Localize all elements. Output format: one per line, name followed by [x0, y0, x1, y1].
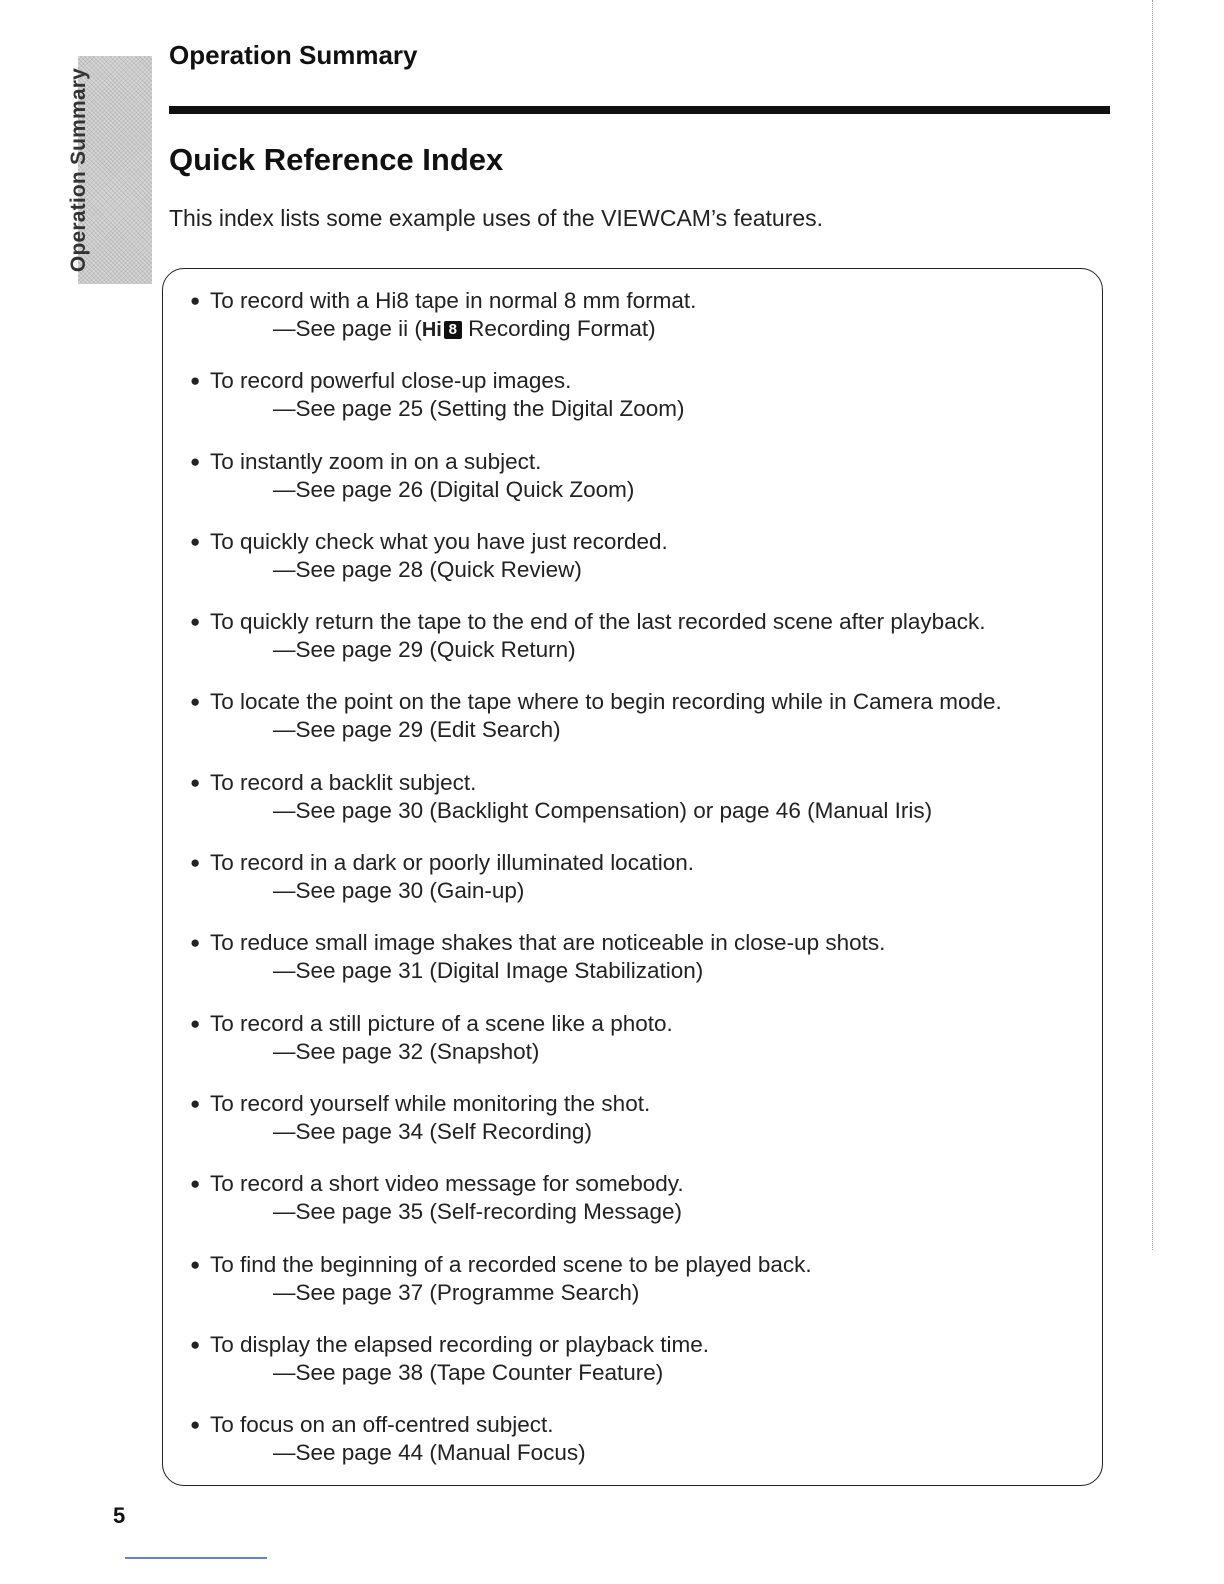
page-reference: —See page 30 (Gain-up) [273, 878, 525, 904]
task-text: To record a short video message for somebody. [210, 1171, 684, 1197]
task-line [190, 688, 1090, 716]
side-tab-label: Operation Summary [67, 67, 90, 273]
page-reference: —See page 38 (Tape Counter Feature) [273, 1359, 664, 1385]
reference-suffix: Recording Format) [461, 316, 656, 341]
task-text: To focus on an off-centred subject. [210, 1412, 554, 1438]
section-title: Operation Summary [169, 40, 418, 70]
bullet-icon: ● [190, 853, 201, 873]
reference-prefix: —See page ii ( [273, 316, 422, 341]
page-reference: —See page 29 (Quick Return) [273, 637, 576, 663]
header-rule [169, 106, 1110, 114]
bullet-icon: ● [190, 1093, 201, 1113]
task-line [190, 849, 1090, 877]
task-line [190, 929, 1090, 957]
list-item [190, 929, 1090, 1009]
list-item [190, 1170, 1090, 1250]
page-reference: —See page 30 (Backlight Compensation) or page 46 (Manual Iris) [273, 797, 933, 823]
task-line [190, 1251, 1090, 1279]
page-reference: —See page 44 (Manual Focus) [273, 1440, 586, 1466]
list-item [190, 528, 1090, 608]
page-number: 5 [113, 1503, 126, 1528]
page-reference: —See page 26 (Digital Quick Zoom) [273, 476, 635, 502]
task-line [190, 1090, 1090, 1118]
task-text: To reduce small image shakes that are noticeable in close-up shots. [210, 930, 886, 956]
task-line [190, 1331, 1090, 1359]
page-reference: —See page 35 (Self-recording Message) [273, 1199, 682, 1225]
task-text: To record yourself while monitoring the shot. [210, 1090, 651, 1116]
list-item [190, 367, 1090, 447]
hi8-logo-icon [422, 316, 462, 344]
page-reference: —See page 29 (Edit Search) [273, 717, 561, 743]
task-text: To record a backlit subject. [210, 769, 477, 795]
task-line [190, 608, 1090, 636]
task-text: To record powerful close-up images. [210, 368, 572, 394]
task-text: To quickly check what you have just recorded. [210, 528, 668, 554]
bullet-icon: ● [190, 1334, 201, 1354]
list-item [190, 1411, 1090, 1491]
list-item [190, 1090, 1090, 1170]
list-item [190, 688, 1090, 768]
list-item [190, 1251, 1090, 1331]
task-text: To instantly zoom in on a subject. [210, 448, 542, 474]
bullet-icon: ● [190, 451, 201, 471]
page-reference: —See page 28 (Quick Review) [273, 556, 582, 582]
task-line [190, 367, 1090, 395]
footer-underline [125, 1557, 267, 1559]
hi8-logo-digit: 8 [444, 321, 462, 339]
task-text: To locate the point on the tape where to begin recording while in Camera mode. [210, 689, 1002, 715]
task-line [190, 1170, 1090, 1198]
bullet-icon: ● [190, 772, 201, 792]
task-text: To record with a Hi8 tape in normal 8 mm format. [210, 288, 697, 313]
bullet-icon: ● [190, 371, 201, 391]
list-item [190, 287, 1090, 367]
page-reference: —See page 25 (Setting the Digital Zoom) [273, 396, 685, 422]
task-text: To display the elapsed recording or playback time. [210, 1331, 710, 1357]
task-line [190, 1411, 1090, 1439]
task-line [190, 287, 1090, 315]
task-line [190, 1010, 1090, 1038]
task-line [190, 769, 1090, 797]
task-line [190, 528, 1090, 556]
bullet-icon: ● [190, 1415, 201, 1435]
list-item [190, 769, 1090, 849]
list-item [190, 1010, 1090, 1090]
list-item [190, 849, 1090, 929]
task-text: To quickly return the tape to the end of the last recorded scene after playback. [210, 609, 986, 635]
bullet-icon: ● [190, 1254, 201, 1274]
list-item [190, 608, 1090, 688]
bullet-icon: ● [190, 1174, 201, 1194]
scan-margin-dots [1152, 0, 1153, 1250]
reference-list [190, 287, 1090, 1491]
task-text: To record a still picture of a scene like a photo. [210, 1010, 673, 1036]
bullet-icon: ● [190, 692, 201, 712]
page-reference [273, 315, 1090, 344]
bullet-icon: ● [190, 1013, 201, 1033]
bullet-icon: ● [190, 612, 201, 632]
bullet-icon: ● [190, 933, 201, 953]
list-item [190, 1331, 1090, 1411]
task-text: To find the beginning of a recorded scene to be played back. [210, 1251, 812, 1277]
bullet-icon: ● [190, 291, 201, 310]
page-reference: —See page 31 (Digital Image Stabilization) [273, 958, 704, 984]
page-title: Quick Reference Index [169, 142, 504, 177]
page-reference: —See page 34 (Self Recording) [273, 1118, 592, 1144]
intro-text: This index lists some example uses of the VIEWCAM’s features. [169, 205, 824, 231]
task-line [190, 448, 1090, 476]
task-text: To record in a dark or poorly illuminated location. [210, 850, 694, 876]
bullet-icon: ● [190, 531, 201, 551]
page-reference: —See page 37 (Programme Search) [273, 1279, 640, 1305]
list-item [190, 448, 1090, 528]
hi8-logo-text: Hi [421, 319, 442, 341]
page-reference: —See page 32 (Snapshot) [273, 1038, 540, 1064]
